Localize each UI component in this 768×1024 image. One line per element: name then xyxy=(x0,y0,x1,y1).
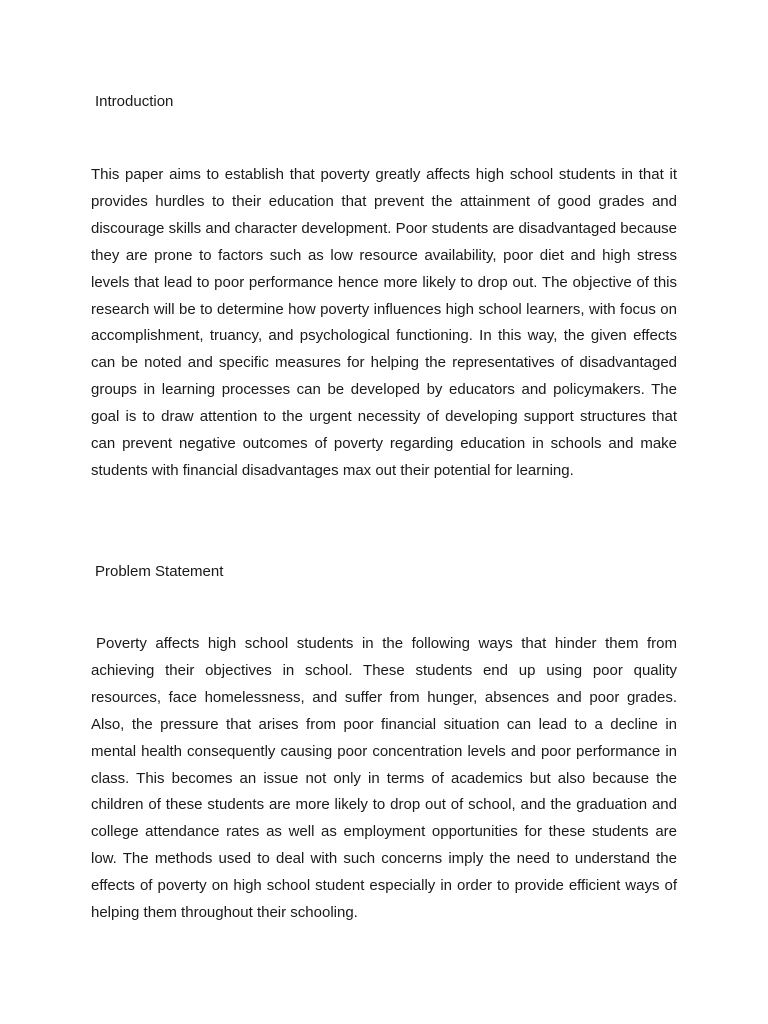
section-heading-introduction: Introduction xyxy=(95,93,174,110)
section-body-problem-statement: Poverty affects high school students in the following ways that hinder them from achieving their objectives in school. These students end up using poor quality resources, face homelessness, and suffer from hunger, absences and poor grades. Also, the pressure that arises from poor financial situation can lead to a decline in mental health consequently causing poor concentration levels and poor performance in class. This becomes an issue not only in terms of academics but also because the children of these students are more likely to drop out of school, and the graduation and college attendance rates as well as employment opportunities for these students are low. The methods used to deal with such concerns imply the need to understand the effects of poverty on high school student especially in order to provide efficient ways of helping them throughout their schooling. xyxy=(91,635,677,922)
section-body-introduction: This paper aims to establish that poverty greatly affects high school students in that it provides hurdles to their education that prevent the attainment of good grades and discourage skills and character development. Poor students are disadvantaged because they are prone to factors such as low resource availability, poor diet and high stress levels that lead to poor performance hence more likely to drop out. The objective of this research will be to determine how poverty influences high school learners, with focus on accomplishment, truancy, and psychological functioning. In this way, the given effects can be noted and specific measures for helping the representatives of disadvantaged groups in learning processes can be developed by educators and policymakers. The goal is to draw attention to the urgent necessity of developing support structures that can prevent negative outcomes of poverty regarding education in schools and make students with financial disadvantages max out their potential for learning. xyxy=(91,166,677,479)
section-heading-problem-statement: Problem Statement xyxy=(95,563,224,580)
